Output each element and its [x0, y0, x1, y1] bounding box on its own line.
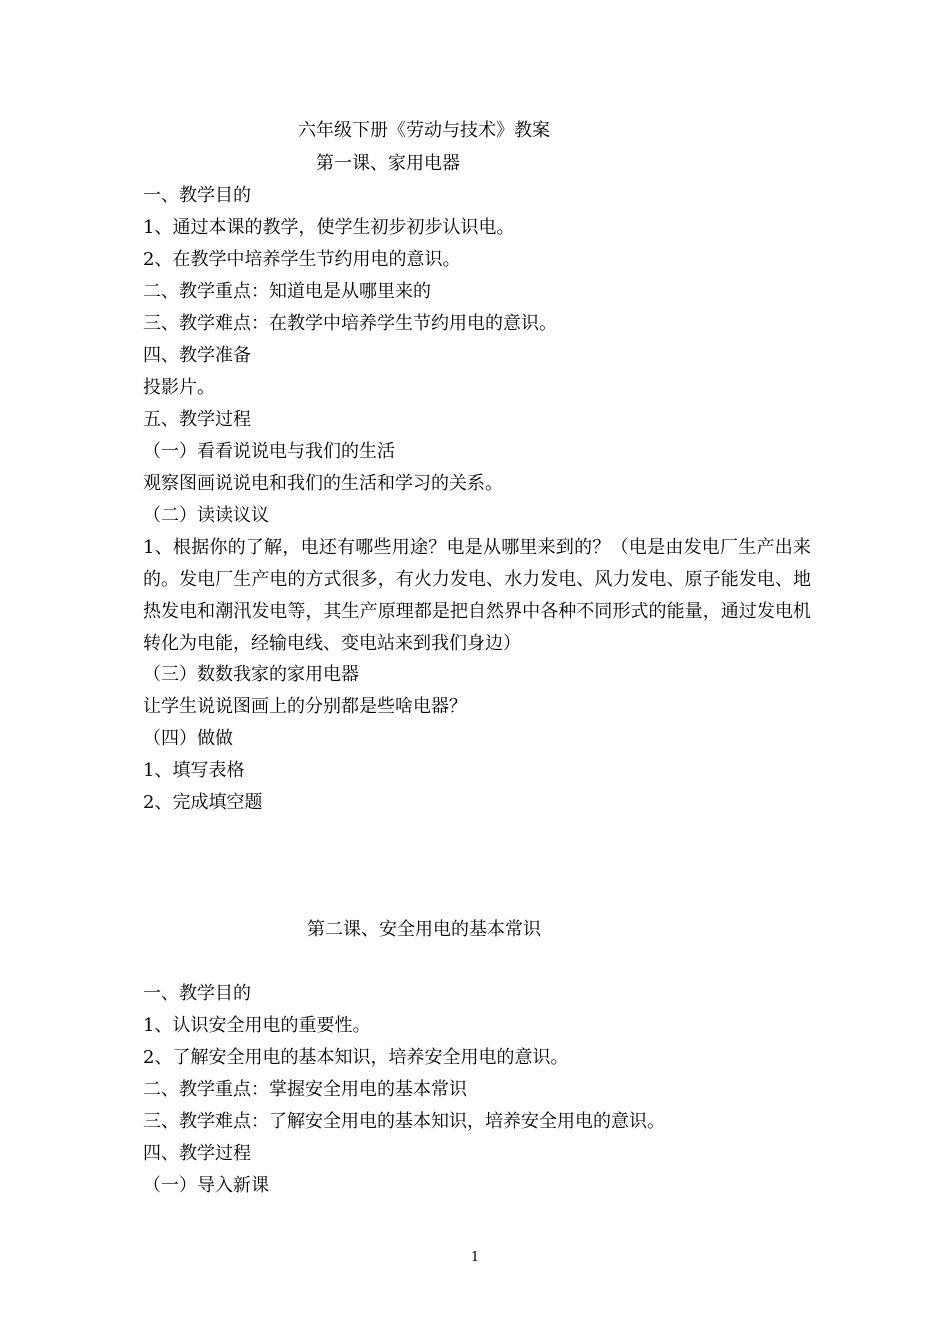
lesson2-line: （一）导入新课	[143, 1175, 269, 1196]
lesson1-line: （一）看看说说电与我们的生活	[143, 441, 395, 462]
lesson2-line: 四、教学过程	[143, 1143, 251, 1164]
lesson1-line: 一、教学目的	[143, 185, 251, 206]
lesson1-line: 四、教学准备	[143, 345, 251, 366]
lesson1-line: （三）数数我家的家用电器	[143, 664, 359, 685]
lesson1-line: 2、完成填空题	[143, 792, 263, 813]
lesson1-line: 投影片。	[143, 377, 215, 398]
lesson2-line: 三、教学难点：了解安全用电的基本知识，培养安全用电的意识。	[143, 1111, 665, 1132]
lesson1-line: （二）读读议议	[143, 505, 269, 526]
lesson1-line: 五、教学过程	[143, 409, 251, 430]
lesson2-line: 2、了解安全用电的基本知识，培养安全用电的意识。	[143, 1047, 569, 1068]
lesson1-line: 1、通过本课的教学，使学生初步初步认识电。	[143, 217, 515, 238]
lesson1-line: 1、填写表格	[143, 760, 245, 781]
lesson1-line: 观察图画说说电和我们的生活和学习的关系。	[143, 473, 503, 494]
document-title: 六年级下册《劳动与技术》教案	[298, 120, 550, 141]
lesson1-heading: 第一课、家用电器	[316, 153, 460, 174]
lesson2-line: 1、认识安全用电的重要性。	[143, 1015, 371, 1036]
lesson1-line: 二、教学重点：知道电是从哪里来的	[143, 281, 431, 302]
lesson1-line: （四）做做	[143, 728, 233, 749]
lesson1-line: 三、教学难点：在教学中培养学生节约用电的意识。	[143, 313, 557, 334]
lesson2-line: 二、教学重点：掌握安全用电的基本常识	[143, 1079, 467, 1100]
lesson1-line: 2、在教学中培养学生节约用电的意识。	[143, 249, 461, 270]
lesson2-line: 一、教学目的	[143, 983, 251, 1004]
lesson1-paragraph: 1、根据你的了解，电还有哪些用途？电是从哪里来到的？（电是由发电厂生产出来的。发电厂生产电的方式很多，有火力发电、水力发电、风力发电、原子能发电、地热发电和潮汛发电等，其生产原理都是把自然界中各种不同形式的能量，通过发电机转化为电能，经输电线、变电站来到我们身边）	[143, 537, 811, 654]
page-number: 1	[470, 1250, 480, 1265]
lesson2-heading: 第二课、安全用电的基本常识	[307, 919, 541, 940]
lesson1-line: 让学生说说图画上的分别都是些啥电器？	[143, 696, 467, 717]
